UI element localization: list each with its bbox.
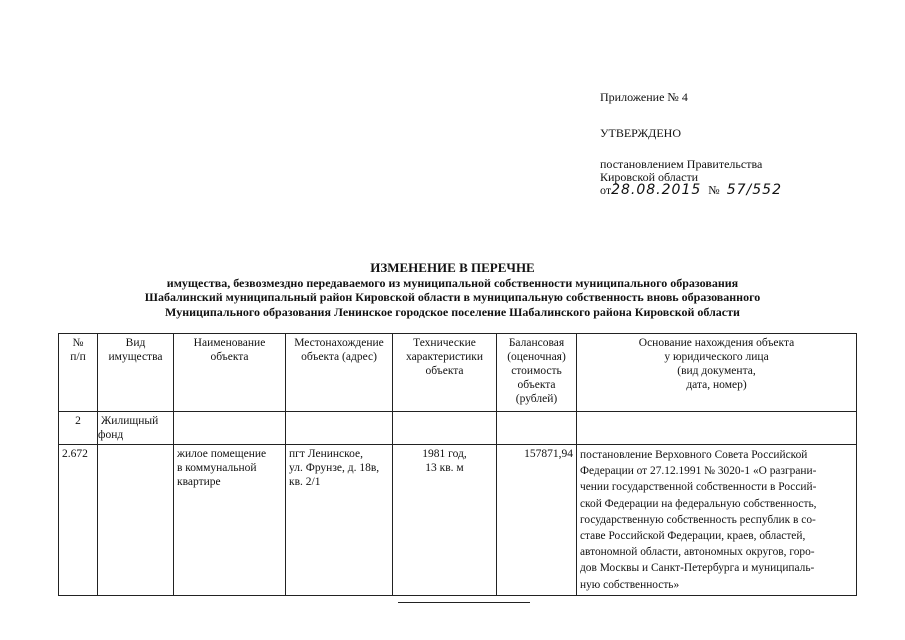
cell-basis: постановление Верховного Совета Российской Федерации от 27.12.1991 № 3020-1 «О разграни- чении государственной собственности в Россий- ской Федерации на федеральную собственность, государственную собственность республик в со- ставе Российской Федерации, краев, областей, автономной области, автономных округов, горо- дов Москвы и Санкт-Петербурга и муниципаль- ную собственность» xyxy=(577,445,857,596)
table-header-row xyxy=(59,334,857,412)
cell-cost: 157871,94 xyxy=(497,445,577,596)
decree-line-1: постановлением Правительства xyxy=(600,157,763,171)
title-line-3: Шабалинский муниципальный район Кировской области в муниципальную собственность вновь образованного xyxy=(144,290,761,304)
document-title xyxy=(0,261,905,319)
header-type: Вид имущества xyxy=(98,334,174,412)
handwritten-number: 57/552 xyxy=(726,182,782,198)
decree-line-2: Кировской области xyxy=(600,170,699,184)
group-num: 2 xyxy=(59,412,98,445)
header-location: Местонахождение объекта (адрес) xyxy=(286,334,393,412)
title-line-4: Муниципального образования Ленинское городское поселение Шабалинского района Кировской области xyxy=(165,304,740,319)
table-row xyxy=(59,445,857,596)
cell-type xyxy=(98,445,174,596)
handwritten-date: 28.08.2015 xyxy=(611,182,702,198)
header-num: № п/п xyxy=(59,334,98,412)
property-table xyxy=(58,333,857,596)
appendix-number: Приложение № 4 xyxy=(600,90,688,104)
group-type: Жилищный фонд xyxy=(98,412,174,445)
decree-date-line xyxy=(600,183,782,197)
header-cost: Балансовая (оценочная) стоимость объекта (рублей) xyxy=(497,334,577,412)
footer-divider xyxy=(398,602,530,603)
header-basis: Основание нахождения объекта у юридического лица (вид документа, дата, номер) xyxy=(577,334,857,412)
cell-tech: 1981 год, 13 кв. м xyxy=(393,445,497,596)
approved-stamp-text: УТВЕРЖДЕНО xyxy=(600,126,682,140)
header-name: Наименование объекта xyxy=(174,334,286,412)
cell-location: пгт Ленинское, ул. Фрунзе, д. 18в, кв. 2/1 xyxy=(286,445,393,596)
date-prefix: от xyxy=(600,183,612,197)
title-line-2: имущества, безвозмездно передаваемого из муниципальной собственности муниципального образования xyxy=(166,275,739,290)
title-line-1: ИЗМЕНЕНИЕ В ПЕРЕЧНЕ xyxy=(370,260,535,275)
header-tech: Технические характеристики объекта xyxy=(393,334,497,412)
cell-name: жилое помещение в коммунальной квартире xyxy=(174,445,286,596)
cell-num: 2.672 xyxy=(59,445,98,596)
table-row-group xyxy=(59,412,857,445)
number-prefix: № xyxy=(708,183,720,197)
